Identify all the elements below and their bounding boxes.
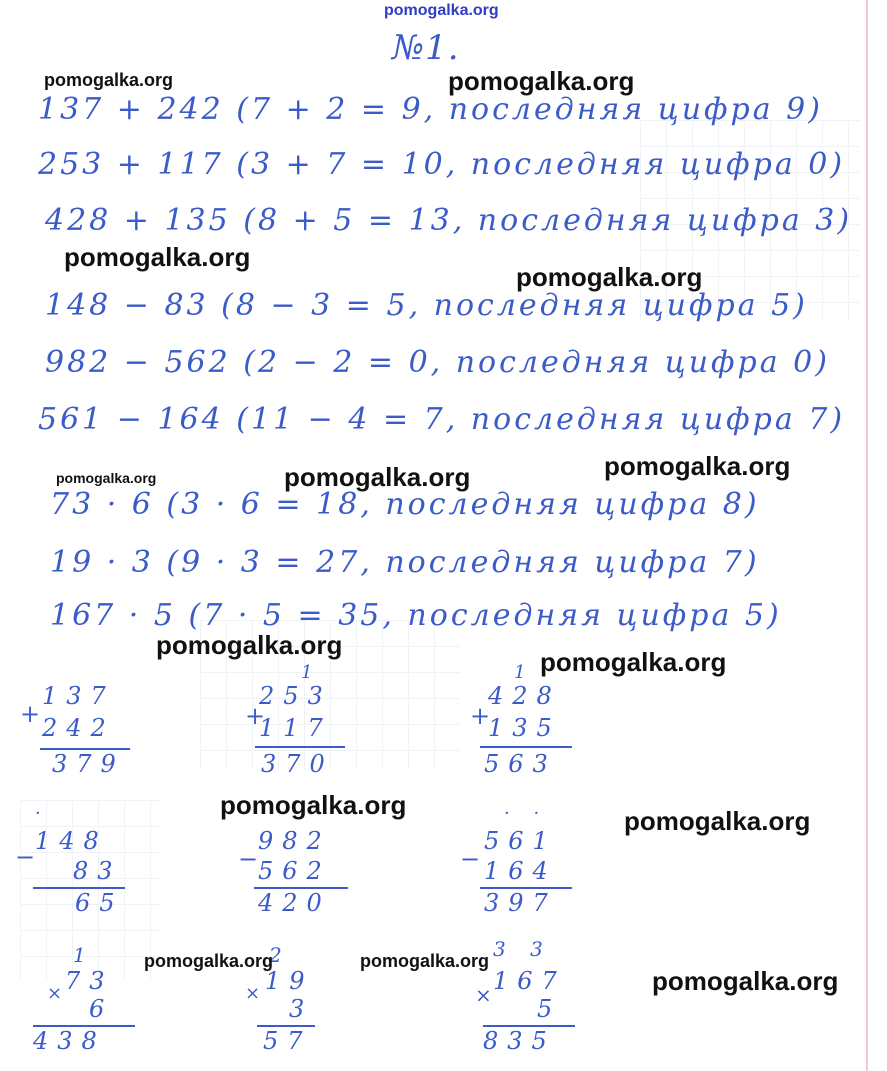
column-result: 835 <box>483 1027 556 1055</box>
column-subtraction-3 <box>460 803 580 920</box>
column-operator: + <box>20 700 50 728</box>
column-operand-b: 3 <box>289 995 314 1023</box>
column-operand-a: 428 <box>488 682 561 710</box>
column-operand-a: 73 <box>65 967 114 995</box>
column-operator: × <box>47 983 72 1004</box>
watermark: pomogalka.org <box>64 242 251 272</box>
column-rule <box>255 746 345 748</box>
column-result: 563 <box>484 750 557 778</box>
column-operand-a: 561 <box>484 827 557 855</box>
line-subtraction-2: 982 − 562 (2 − 2 = 0, последняя цифра 0) <box>45 345 830 380</box>
column-operand-b: 5 <box>537 995 562 1023</box>
column-operand-b: 562 <box>258 857 331 885</box>
column-result: 65 <box>75 889 124 917</box>
column-operand-a: 137 <box>42 682 115 710</box>
column-addition-1 <box>20 680 140 778</box>
column-operand-a: 982 <box>258 827 331 855</box>
column-operand-b: 135 <box>488 714 561 742</box>
line-multiplication-2: 19 · 3 (9 · 3 = 27, последняя цифра 7) <box>50 545 760 580</box>
watermark: pomogalka.org <box>360 951 490 971</box>
column-result: 57 <box>263 1027 312 1055</box>
watermark: pomogalka.org <box>220 790 407 820</box>
line-subtraction-3: 561 − 164 (11 − 4 = 7, последняя цифра 7) <box>38 402 846 437</box>
column-carry: 1 <box>73 943 95 967</box>
column-operand-a: 167 <box>493 967 566 995</box>
column-carry: · <box>35 803 50 824</box>
watermark: pomogalka.org <box>56 470 157 486</box>
watermark: pomogalka.org <box>144 951 274 971</box>
column-rule <box>480 746 572 748</box>
line-subtraction-1: 148 − 83 (8 − 3 = 5, последняя цифра 5) <box>45 288 808 323</box>
column-carry: · · <box>504 803 549 824</box>
column-operator: × <box>245 983 270 1004</box>
column-operand-b: 164 <box>484 857 557 885</box>
line-addition-3: 428 + 135 (8 + 5 = 13, последняя цифра 3) <box>45 203 853 238</box>
line-addition-1: 137 + 242 (7 + 2 = 9, последняя цифра 9) <box>38 92 823 127</box>
column-subtraction-1 <box>15 803 135 920</box>
margin-line <box>866 0 868 1071</box>
column-operand-a: 148 <box>35 827 108 855</box>
watermark: pomogalka.org <box>652 966 839 996</box>
watermark: pomogalka.org <box>284 462 471 492</box>
column-result: 438 <box>33 1027 106 1055</box>
column-result: 379 <box>52 750 125 778</box>
column-operator: − <box>238 845 268 873</box>
watermark: pomogalka.org <box>516 262 703 292</box>
line-multiplication-3: 167 · 5 (7 · 5 = 35, последняя цифра 5) <box>50 598 782 633</box>
column-operator: × <box>475 983 501 1007</box>
column-result: 420 <box>258 889 331 917</box>
column-result: 370 <box>261 750 334 778</box>
column-subtraction-2 <box>238 825 358 920</box>
line-addition-2: 253 + 117 (3 + 7 = 10, последняя цифра 0) <box>38 147 846 182</box>
column-multiplication-2 <box>245 943 365 1060</box>
header-watermark: pomogalka.org <box>384 2 499 19</box>
column-operand-b: 6 <box>89 995 114 1023</box>
column-addition-2 <box>245 662 365 778</box>
column-carry: 3 3 <box>493 937 552 961</box>
column-operand-a: 253 <box>259 682 332 710</box>
column-carry: 1 <box>514 662 535 683</box>
column-multiplication-3 <box>475 937 595 1060</box>
column-carry: 2 <box>269 943 291 967</box>
column-operator: + <box>245 702 275 730</box>
column-operator: − <box>460 845 490 873</box>
watermark: pomogalka.org <box>448 66 635 96</box>
column-operator: + <box>470 702 500 730</box>
watermark: pomogalka.org <box>156 630 343 660</box>
column-multiplication-1 <box>25 943 145 1060</box>
column-operator: − <box>15 843 45 871</box>
column-operand-b: 83 <box>73 857 122 885</box>
task-number: №1. <box>392 28 460 68</box>
column-operand-b: 117 <box>259 714 332 742</box>
watermark: pomogalka.org <box>604 451 791 481</box>
column-addition-3 <box>470 662 590 778</box>
watermark: pomogalka.org <box>624 806 811 836</box>
line-multiplication-1: 73 · 6 (3 · 6 = 18, последняя цифра 8) <box>50 487 760 522</box>
column-operand-b: 242 <box>42 714 115 742</box>
column-carry: 1 <box>301 662 322 683</box>
watermark: pomogalka.org <box>44 70 174 90</box>
column-result: 397 <box>484 889 557 917</box>
column-operand-a: 19 <box>265 967 314 995</box>
watermark: pomogalka.org <box>540 647 727 677</box>
